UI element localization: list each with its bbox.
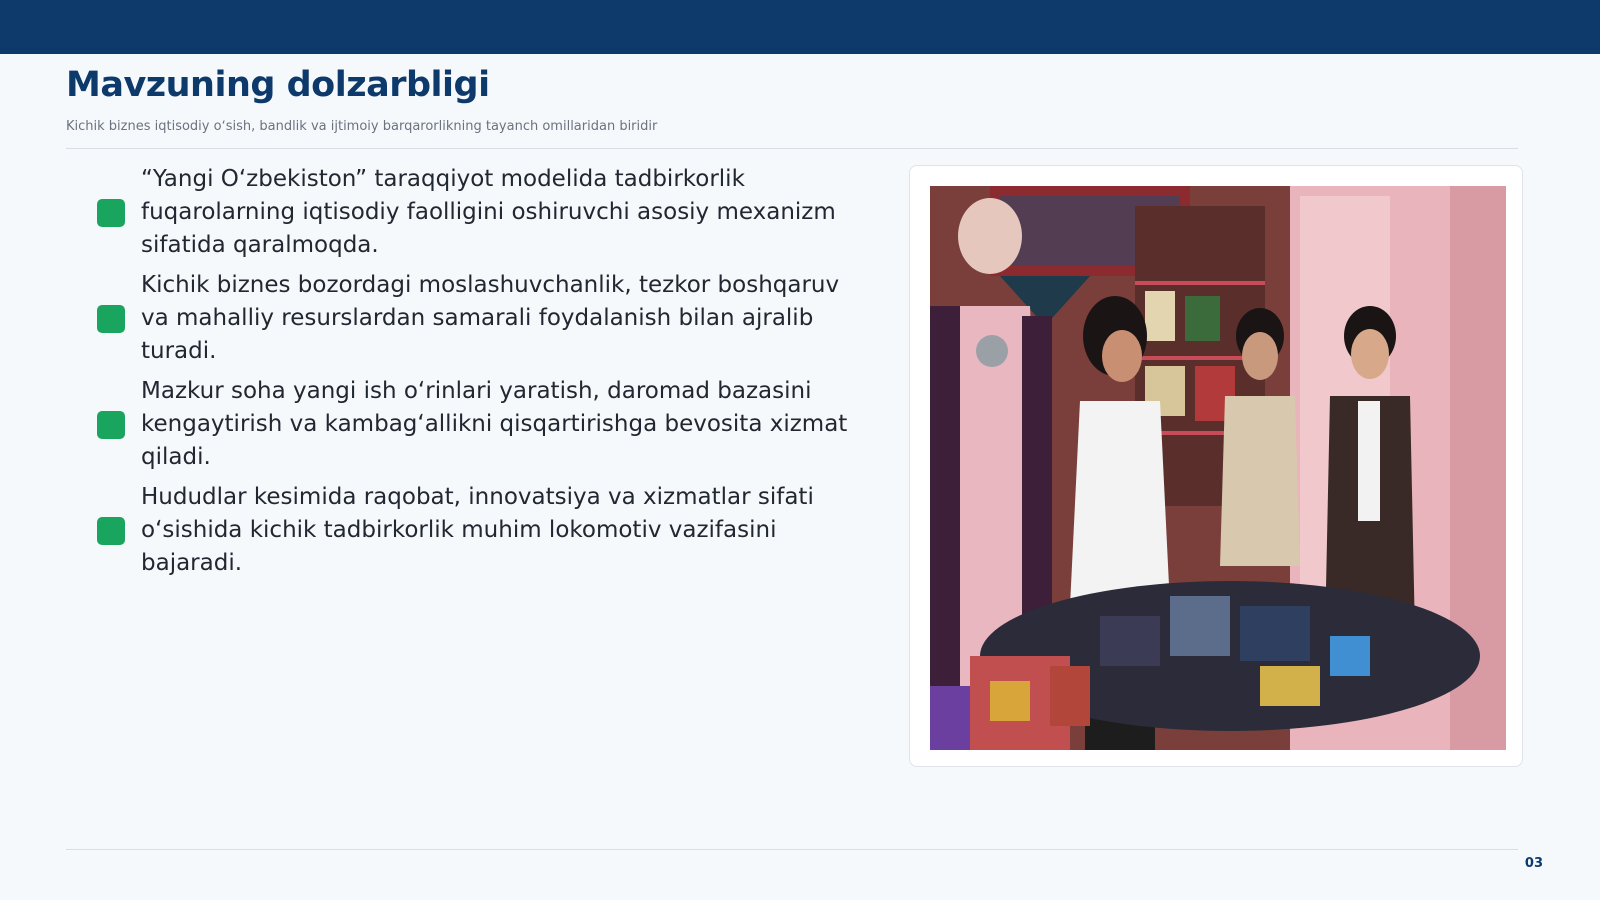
bullet-item [97,375,867,474]
bullet-item [97,481,867,580]
bullet-marker [97,517,125,545]
image-card [909,165,1523,767]
market-stall-photo [930,186,1506,750]
bullet-text: “Yangi Oʻzbekiston” taraqqiyot modelida tadbirkorlik fuqarolarning iqtisodiy faolligini oshiruvchi asosiy mexanizm sifatida qaralmoqda. [141,166,836,258]
bullet-marker [97,411,125,439]
bullet-marker [97,199,125,227]
page-number: 03 [1524,856,1543,871]
bullet-list [97,163,867,587]
bullet-marker [97,305,125,333]
title-divider [66,148,1518,149]
bullet-text: Mazkur soha yangi ish oʻrinlari yaratish, daromad bazasini kengaytirish va kambagʻallikni qisqartirishga bevosita xizmat qiladi. [141,378,848,470]
bullet-text: Hududlar kesimida raqobat, innovatsiya va xizmatlar sifati oʻsishida kichik tadbirkorlik muhim lokomotiv vazifasini bajaradi. [141,484,814,576]
header-bar [0,0,1600,54]
bullet-item [97,163,867,262]
slide-subtitle: Kichik biznes iqtisodiy oʻsish, bandlik va ijtimoiy barqarorlikning tayanch omillaridan biridir [66,119,658,134]
slide-title: Mavzuning dolzarbligi [66,65,490,105]
footer-divider [66,849,1518,850]
bullet-text: Kichik biznes bozordagi moslashuvchanlik, tezkor boshqaruv va mahalliy resurslardan samarali foydalanish bilan ajralib turadi. [141,272,840,364]
bullet-item [97,269,867,368]
